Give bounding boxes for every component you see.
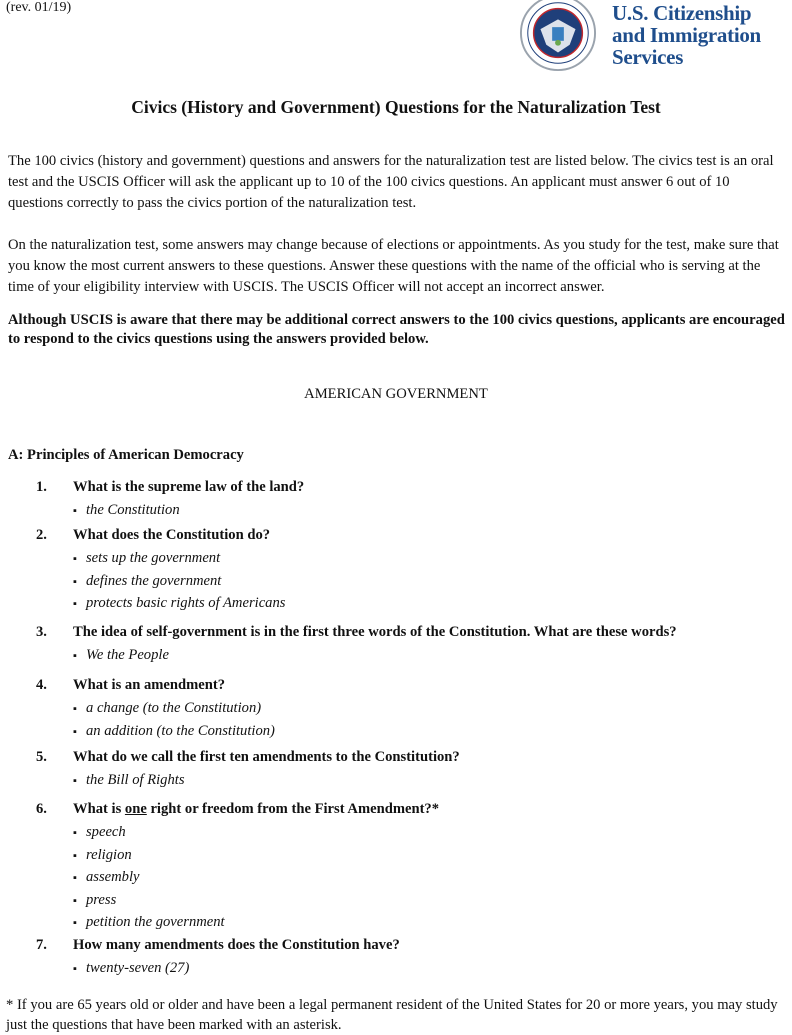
- question-number: 1.: [36, 479, 47, 495]
- dhs-seal-logo: [519, 0, 597, 72]
- answer-item: ▪ press: [73, 891, 117, 908]
- intro-paragraph: The 100 civics (history and government) questions and answers for the naturalization test are listed below. The civics test is an oral test and the USCIS Officer will ask the applicant up to 10 of the 100 civics questions. An applicant must answer 6 out of 10 questions correctly to pass the civics portion of the naturalization test.: [8, 153, 774, 211]
- intro-paragraph: On the naturalization test, some answers may change because of elections or appointments. As you study for the test, make sure that you know the most current answers to these questions. Answer these questions with the name of the official who is serving at the time of your eligibility interview with USCIS. The USCIS Officer will not accept an incorrect answer.: [8, 237, 779, 295]
- answer-item: ▪ a change (to the Constitution): [73, 700, 262, 716]
- answer-item: ▪ speech: [73, 824, 126, 840]
- brand-line: U.S. Citizenship: [612, 1, 752, 25]
- brand-line: Services: [612, 45, 684, 69]
- question-item: [36, 525, 786, 616]
- question-number: 7.: [36, 937, 47, 953]
- question-text: What is the supreme law of the land?: [73, 479, 305, 495]
- question-text: How many amendments does the Constitution have?: [73, 937, 400, 953]
- question-item: [36, 622, 786, 668]
- question-item: [36, 747, 786, 793]
- answer-item: ▪ We the People: [73, 647, 169, 663]
- subsection-heading: A: Principles of American Democracy: [8, 447, 244, 463]
- answer-item: ▪ protects basic rights of Americans: [73, 595, 286, 612]
- question-text: What does the Constitution do?: [73, 527, 271, 543]
- question-item: [36, 935, 786, 981]
- question-number: 6.: [36, 801, 47, 817]
- question-number: 2.: [36, 527, 47, 543]
- revision-date: (rev. 01/19): [6, 0, 72, 15]
- question-number: 3.: [36, 624, 47, 640]
- answer-item: ▪ the Bill of Rights: [73, 772, 185, 788]
- section-heading: AMERICAN GOVERNMENT: [304, 386, 488, 402]
- question-text: The idea of self-government is in the first three words of the Constitution. What are these words?: [73, 624, 677, 640]
- answer-item: ▪ defines the government: [73, 572, 222, 589]
- answer-item: ▪ the Constitution: [73, 502, 180, 518]
- answer-item: ▪ assembly: [73, 869, 140, 886]
- question-text: What do we call the first ten amendments to the Constitution?: [73, 749, 460, 765]
- question-item: [36, 675, 786, 743]
- question-text: What is one right or freedom from the First Amendment?*: [73, 801, 440, 817]
- answer-item: ▪ religion: [73, 846, 132, 863]
- answer-item: ▪ petition the government: [73, 914, 225, 931]
- question-item: [36, 477, 786, 523]
- question-item: [36, 799, 786, 935]
- notice-paragraph: Although USCIS is aware that there may be additional correct answers to the 100 civics questions, applicants are encouraged to respond to the civics questions using the answers provided below.: [8, 312, 785, 347]
- answer-item: ▪ twenty-seven (27): [73, 960, 190, 976]
- uscis-wordmark: [612, 2, 761, 68]
- answer-item: ▪ sets up the government: [73, 550, 221, 566]
- question-number: 4.: [36, 677, 47, 693]
- answer-item: ▪ an addition (to the Constitution): [73, 722, 275, 739]
- page-title: Civics (History and Government) Questions for the Naturalization Test: [131, 97, 661, 117]
- question-number: 5.: [36, 749, 47, 765]
- footnote: * If you are 65 years old or older and have been a legal permanent resident of the United States for 20 or more years, you may study just the questions that have been marked with an asterisk.: [6, 997, 778, 1033]
- brand-line: and Immigration: [612, 23, 761, 47]
- question-text: What is an amendment?: [73, 677, 226, 693]
